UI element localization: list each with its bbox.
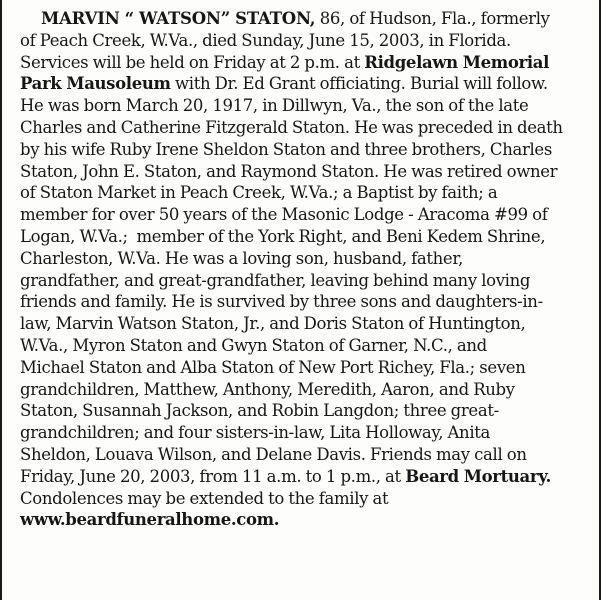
line-text: Friday, June 20, 2003, from 11 a.m. to 1 p.m., at bbox=[20, 466, 406, 486]
obituary-line-23: Condolences may be extended to the family at bbox=[20, 488, 389, 508]
obituary-line-18: grandchildren, Matthew, Anthony, Meredith, Aaron, and Ruby bbox=[20, 379, 515, 399]
line-text: with Dr. Ed Grant officiating. Burial will follow. bbox=[170, 74, 548, 94]
obituary-line-7: by his wife Ruby Irene Sheldon Staton and three brothers, Charles bbox=[20, 139, 552, 159]
obituary-line-16: W.Va., Myron Staton and Gwyn Staton of Garner, N.C., and bbox=[20, 335, 487, 355]
obituary-line-22 bbox=[20, 466, 592, 488]
obituary-line-9: of Staton Market in Peach Creek, W.Va.; a Baptist by faith; a bbox=[20, 183, 498, 203]
line-text: Services will be held on Friday at 2 p.m. at bbox=[20, 52, 365, 72]
obituary-line-10: member for over 50 years of the Masonic Lodge - Aracoma #99 of bbox=[20, 205, 548, 225]
funeral-home-url: www.beardfuneralhome.com. bbox=[20, 510, 280, 530]
obituary-line-6: Charles and Catherine Fitzgerald Staton. He was preceded in death bbox=[20, 117, 563, 137]
obituary-line-12: Charleston, W.Va. He was a loving son, husband, father, bbox=[20, 248, 463, 268]
service-location-name: Ridgelawn Memorial bbox=[364, 52, 550, 72]
mortuary-name: Beard Mortuary. bbox=[405, 466, 551, 486]
obituary-line-4 bbox=[20, 73, 592, 95]
obituary-line-15: law, Marvin Watson Staton, Jr., and Doris Staton of Huntington, bbox=[20, 314, 526, 334]
obituary-line-5: He was born March 20, 1917, in Dillwyn, Va., the son of the late bbox=[20, 96, 529, 116]
obituary-line-17: Michael Staton and Alba Staton of New Port Richey, Fla.; seven bbox=[20, 357, 526, 377]
service-location-name-cont: Park Mausoleum bbox=[20, 74, 171, 94]
obituary-line-2: of Peach Creek, W.Va., died Sunday, June 15, 2003, in Florida. bbox=[20, 30, 511, 50]
line-text: 86, of Hudson, Fla., formerly bbox=[315, 9, 550, 28]
obituary-line-11: Logan, W.Va.; member of the York Right, and Beni Kedem Shrine, bbox=[20, 226, 546, 246]
obituary-line-13: grandfather, and great-grandfather, leaving behind many loving bbox=[20, 270, 531, 290]
obituary-line-14: friends and family. He is survived by three sons and daughters-in- bbox=[20, 292, 543, 312]
obituary-line-19: Staton, Susannah Jackson, and Robin Langdon; three great- bbox=[20, 401, 499, 421]
obituary-line-3 bbox=[20, 52, 592, 74]
obituary-line-20: grandchildren; and four sisters-in-law, Lita Holloway, Anita bbox=[20, 423, 491, 443]
obituary-line-8: Staton, John E. Staton, and Raymond Staton. He was retired owner bbox=[20, 161, 558, 181]
obituary-line-21: Sheldon, Louava Wilson, and Delane Davis. Friends may call on bbox=[20, 444, 527, 464]
obituary-text bbox=[20, 8, 592, 531]
obituary-line-1 bbox=[20, 8, 592, 30]
deceased-name: MARVIN “ WATSON” STATON, bbox=[41, 9, 316, 28]
